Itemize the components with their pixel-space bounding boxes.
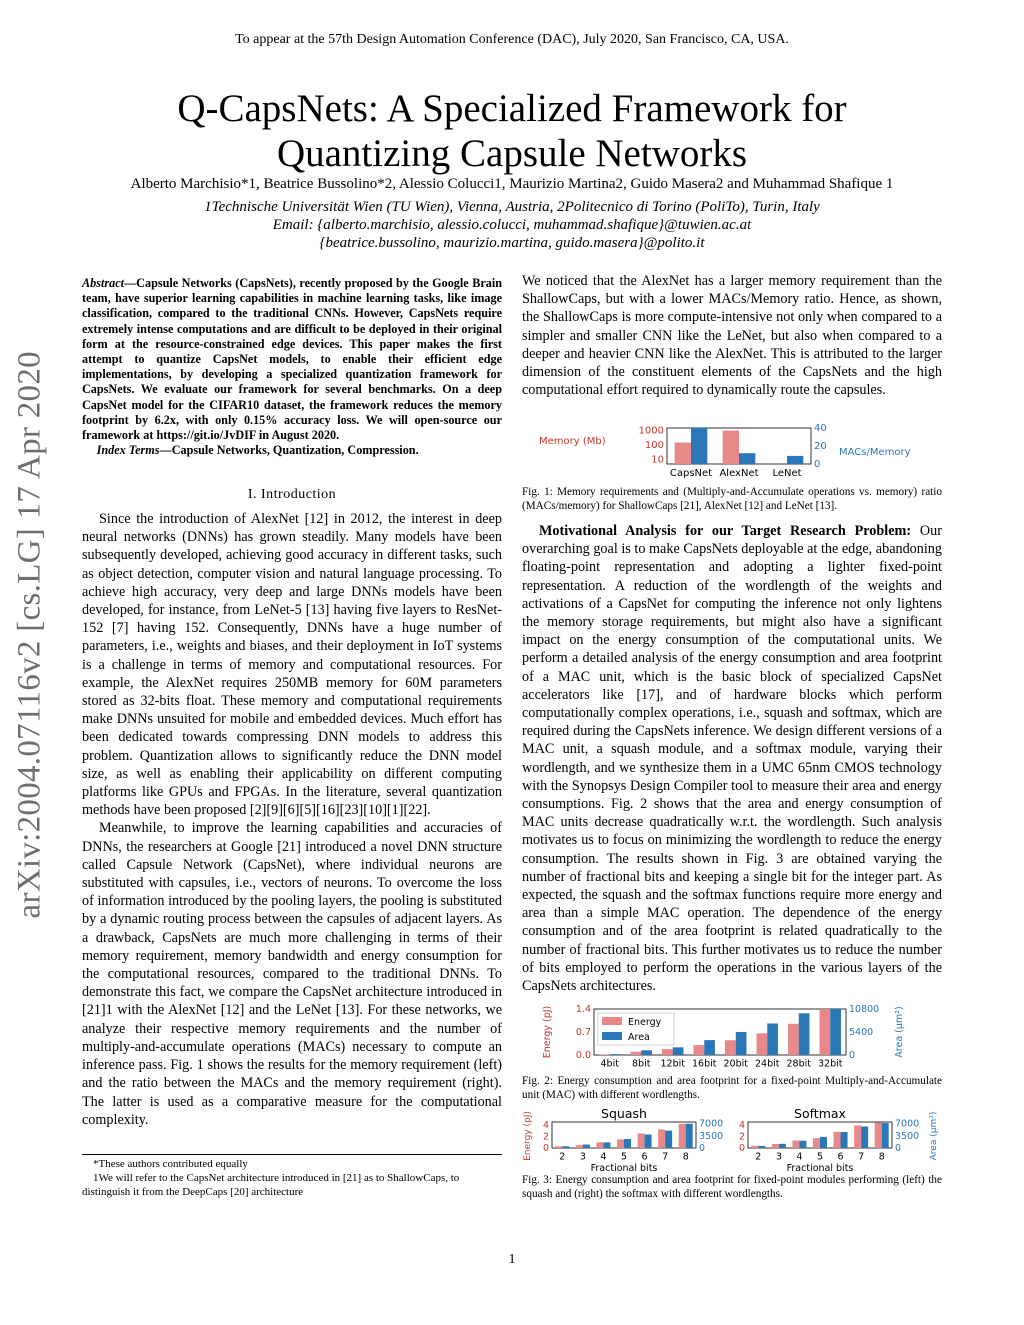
fig1-caption: Fig. 1: Memory requirements and (Multiply-and-Accumulate operations vs. memory) ratio (MACs/memory) for ShallowCaps [21], AlexNet [12] and LeNet [13]. xyxy=(522,486,942,512)
y-axis-label-right: MACs/Memory xyxy=(839,447,911,458)
title-line-2: Quantizing Capsule Networks xyxy=(276,132,748,175)
y-tick-left: 1.4 xyxy=(575,1004,591,1015)
bar-energy xyxy=(679,1124,686,1148)
legend-label-area: Area xyxy=(628,1032,650,1043)
bar-area xyxy=(603,1142,610,1148)
x-tick-label: 8 xyxy=(878,1151,885,1163)
x-tick-label: 5 xyxy=(816,1151,824,1163)
abstract-text: —Capsule Networks (CapsNets), recently proposed by the Google Brain team, have superior learning capabilities in machine learning tasks, like image classification, compared to the traditional CNNs. However, CapsNets require extremely intense computations and are difficult to be deployed in their original form at the resource-constrained edge devices. This paper makes the first attempt to quantize CapsNet models, to enable their efficient edge implementations, by developing a specialized quantization framework for CapsNets. We evaluate our framework for several benchmarks. On a deep CapsNet model for the CIFAR10 dataset, the framework reduces the memory footprint by 6.2x, with only 0.15% accuracy loss. We will open-source our framework at https://git.io/JvDIF in August 2020. xyxy=(82,276,502,443)
y-tick-right: 0 xyxy=(699,1143,706,1154)
y-tick-right: 0 xyxy=(814,459,821,470)
bar-energy xyxy=(576,1145,583,1148)
y-tick-left: 2 xyxy=(738,1131,745,1143)
fig3-caption: Fig. 3: Energy consumption and area footprint for fixed-point modules performing (left) the squash and (right) the softmax with different wordlengths. xyxy=(522,1174,942,1200)
fig1-chart xyxy=(535,422,935,486)
x-tick-label: 28bit xyxy=(786,1058,811,1070)
x-tick-label: 20bit xyxy=(723,1058,748,1070)
y-tick-right: 3500 xyxy=(699,1130,724,1142)
x-tick-label: 6 xyxy=(837,1151,844,1163)
bar-energy xyxy=(788,1024,799,1055)
bar-macs xyxy=(691,428,707,464)
bar-area xyxy=(799,1013,810,1055)
y-tick-right: 5400 xyxy=(849,1027,874,1038)
legend-swatch-area xyxy=(602,1032,622,1040)
affiliations: 1Technische Universität Wien (TU Wien), Vienna, Austria, 2Politecnico di Torino (PoliTo), Turin, Italy xyxy=(204,199,820,215)
fig1-plot-group xyxy=(539,423,911,479)
footnote-1: *These authors contributed equally xyxy=(93,1158,248,1170)
right-paragraph-1: We noticed that the AlexNet has a larger memory requirement than the ShallowCaps, but with a lower MACs/Memory ratio. Hence, as shown, the ShallowCaps is more compute-intensive not only when compared to a simpler and smaller CNN like the LeNet, but also when compared to a deeper and heavier CNN like the AlexNet. This is attributed to the larger dimension of the constituent elements of the CapsNets and the high computational effort required to dynamically route the capsules. xyxy=(522,273,942,399)
y-tick-right: 40 xyxy=(814,423,827,434)
x-tick-label: 4 xyxy=(796,1151,803,1163)
fig2-chart xyxy=(540,1001,940,1075)
x-tick-label: 24bit xyxy=(755,1058,780,1070)
bar-energy xyxy=(757,1033,768,1055)
y-tick-left: 0.0 xyxy=(575,1050,591,1061)
bar-area xyxy=(641,1050,652,1055)
x-tick-label: 6 xyxy=(641,1151,648,1163)
motivation-heading: Motivational Analysis for our Target Research Problem: xyxy=(539,523,912,539)
running-header: To appear at the 57th Design Automation Conference (DAC), July 2020, San Francisco, CA, USA. xyxy=(235,32,789,47)
arxiv-stamp: arXiv:2004.07116v2 [cs.LG] 17 Apr 2020 xyxy=(11,351,48,919)
bar-energy xyxy=(875,1123,882,1148)
x-axis-label: Fractional bits xyxy=(590,1163,658,1174)
bar-energy xyxy=(617,1139,624,1148)
motivation-paragraph xyxy=(522,522,942,995)
motivation-text: Our overarching goal is to make CapsNets deployable at the edge, abandoning floating-point representation and adopting a lighter fixed-point representation. A reduction of the wordlength of the weights and activations of a CapsNet for computing the inference not only lightens the memory storage requirements, but might also have a significant impact on the energy consumption of the computational units. We perform a detailed analysis of the energy consumption and area footprint of a MAC unit, which is the basic block of specialized CapsNet accelerators like [17], and of hardware blocks which perform computationally complex operations, i.e., squash and softmax, which are required during the CapsNets inference. We design different versions of a MAC unit, a squash module, and a softmax module, varying their wordlength, and we synthesize them in a UMC 65nm CMOS technology with the Synopsys Design Compiler tool to measure their area and energy consumptions. Fig. 2 shows that the area and energy consumption of MAC units decrease quadratically w.r.t. the wordlength. Such analysis motivates us to focus on minimizing the wordlength to reduce the energy consumption. The results shown in Fig. 3 are obtained varying the number of fractional bits and keeping a single bit for the integer part. As expected, the squash and the softmax functions require more energy and area than a simple MAC operation. The dependence of the energy consumption and of the area footprint is related quadratically to the number of fractional bits. This further motivates us to reduce the number of bits employed to perform the operations in the various layers of the CapsNets architectures. xyxy=(522,523,942,995)
y-tick-left: 4 xyxy=(542,1119,549,1131)
author-list: Alberto Marchisio*1, Beatrice Bussolino*2, Alessio Colucci1, Maurizio Martina2, Guido Masera2 and Muhammad Shafique 1 xyxy=(130,176,894,192)
intro-paragraph-2: Meanwhile, to improve the learning capabilities and accuracies of DNNs, the researchers at Google [21] introduced a novel DNN structure called Capsule Network (CapsNet), where individual neurons are substituted with capsules, i.e., vectors of neurons. To overcome the loss of information introduced by the pooling layers, the pooling is substituted by a dynamic routing process between the capsules of adjacent layers. As a drawback, CapsNets are much more challenging in terms of their memory requirement, memory bandwidth and energy consumption for the computational resources, compared to the traditional DNNs. To demonstrate this fact, we compare the CapsNet architecture introduced in [21]1 with the AlexNet [12] and the LeNet [13]. For these networks, we analyze their respective memory requirements and the number of multiply-and-accumulate operations (MACs) necessary to compute an inference pass. Fig. 1 shows the results for the memory requirement (left) and the ratio between the MACs and the memory requirement (right). The latter is used as a comparative measure for the computational complexity. xyxy=(82,820,502,1128)
right-column-top xyxy=(522,272,942,399)
bar-area xyxy=(882,1123,889,1148)
y-tick-left: 4 xyxy=(738,1119,745,1131)
x-tick-label: 3 xyxy=(775,1151,782,1163)
x-axis-label: Fractional bits xyxy=(786,1163,854,1174)
y-tick-right: 3500 xyxy=(895,1130,920,1142)
bar-area xyxy=(645,1134,652,1148)
y-tick-right: 7000 xyxy=(699,1118,724,1130)
y-tick-right: 0 xyxy=(895,1143,902,1154)
bar-area xyxy=(830,1009,841,1055)
index-terms-text: —Capsule Networks, Quantization, Compression. xyxy=(159,443,419,458)
bar-area xyxy=(767,1023,778,1055)
x-tick-label: 7 xyxy=(858,1151,865,1163)
bar-area xyxy=(758,1146,765,1148)
abstract xyxy=(82,276,502,458)
bar-area xyxy=(736,1032,747,1055)
email-line-2: {beatrice.bussolino, maurizio.martina, guido.masera}@polito.it xyxy=(319,235,705,251)
x-tick-label: CapsNet xyxy=(669,468,713,479)
bar-energy xyxy=(772,1144,779,1148)
bar-memory xyxy=(723,431,739,464)
legend-label-energy: Energy xyxy=(628,1017,662,1028)
title-line-1: Q-CapsNets: A Specialized Framework for xyxy=(177,87,847,130)
x-tick-label: 8bit xyxy=(632,1058,651,1070)
section-heading: I. Introduction xyxy=(247,487,337,502)
x-tick-label: 32bit xyxy=(818,1058,843,1070)
paper-title xyxy=(100,86,924,176)
y-tick-left: 100 xyxy=(644,440,664,452)
bar-energy xyxy=(662,1049,673,1055)
page-number: 1 xyxy=(508,1252,516,1267)
x-tick-label: 4bit xyxy=(600,1058,619,1070)
bar-energy xyxy=(596,1142,603,1148)
x-tick-label: 7 xyxy=(662,1151,669,1163)
bar-macs xyxy=(739,453,755,464)
x-tick-label: 5 xyxy=(620,1151,628,1163)
fig2-caption: Fig. 2: Energy consumption and area footprint for a fixed-point Multiply-and-Accumulate unit (MAC) with different wordlengths. xyxy=(522,1075,942,1101)
x-tick-label: 2 xyxy=(755,1151,762,1163)
chart-title: Squash xyxy=(601,1106,647,1121)
bar-area xyxy=(610,1054,621,1055)
y-axis-label-left: Memory (Mb) xyxy=(539,436,606,447)
bar-area xyxy=(779,1144,786,1148)
bar-energy xyxy=(834,1132,841,1148)
y-tick-left: 10 xyxy=(651,454,664,466)
y-tick-right: 10800 xyxy=(849,1004,880,1015)
x-tick-label: 12bit xyxy=(660,1058,685,1070)
y-tick-left: 2 xyxy=(542,1131,549,1143)
bar-area xyxy=(704,1040,715,1055)
bar-energy xyxy=(658,1130,665,1148)
x-tick-label: 3 xyxy=(579,1151,586,1163)
y-axis-label-left: Energy (pJ) xyxy=(542,1005,553,1059)
bar-area xyxy=(841,1132,848,1148)
bar-energy xyxy=(854,1125,861,1148)
bar-energy xyxy=(820,1009,831,1055)
bar-energy xyxy=(631,1052,642,1055)
y-tick-right: 20 xyxy=(814,441,827,452)
bar-area xyxy=(861,1127,868,1148)
bar-energy xyxy=(813,1138,820,1148)
abstract-label: Abstract xyxy=(82,276,124,290)
legend-swatch-energy xyxy=(602,1017,622,1025)
footnotes xyxy=(82,1154,502,1199)
bar-macs xyxy=(787,456,803,464)
bar-area xyxy=(820,1137,827,1148)
bar-energy xyxy=(725,1040,736,1055)
y-tick-right: 7000 xyxy=(895,1118,920,1130)
fig3-plot-group xyxy=(523,1106,939,1174)
left-column-body xyxy=(82,510,502,1129)
fig2-plot-group xyxy=(542,1004,905,1070)
bar-energy xyxy=(751,1146,758,1148)
x-tick-label: 4 xyxy=(600,1151,607,1163)
email-line-1: Email: {alberto.marchisio, alessio.colucci, muhammad.shafique}@tuwien.ac.at xyxy=(272,217,752,233)
x-tick-label: 16bit xyxy=(692,1058,717,1070)
index-terms-label: Index Terms xyxy=(96,443,160,458)
x-tick-label: 2 xyxy=(559,1151,566,1163)
chart-title: Softmax xyxy=(794,1106,846,1121)
footnote-2: 1We will refer to the CapsNet architecture introduced in [21] as to ShallowCaps, to distinguish it from the DeepCaps [20] architecture xyxy=(82,1172,460,1198)
x-tick-label: AlexNet xyxy=(719,468,759,479)
bar-energy xyxy=(599,1054,610,1055)
bar-energy xyxy=(694,1045,705,1055)
x-tick-label: 8 xyxy=(682,1151,689,1163)
motivation-section xyxy=(522,522,942,995)
y-axis-label-right: Area (μm²) xyxy=(894,1006,905,1058)
y-tick-left: 0.7 xyxy=(575,1027,591,1038)
bar-area xyxy=(562,1146,569,1148)
y-axis-label-left: Energy (pJ) xyxy=(523,1111,533,1161)
bar-area xyxy=(799,1141,806,1148)
y-tick-left: 0 xyxy=(738,1143,745,1154)
intro-paragraph-1: Since the introduction of AlexNet [12] in 2012, the interest in deep neural networks (DNNs) has grown steadily. Many models have been subsequently developed, achieving good accuracy in different tasks, such as object detection, computer vision and natural language processing. To achieve high accuracy, very deep and large DNNs models have been developed, for instance, from LeNet-5 [13] having five layers to ResNet-152 [7] having 152. Consequently, DNNs have a huge number of parameters, i.e., weights and biases, and their deployment in IoT systems is a challenge in terms of memory and computational resources. For example, the AlexNet requires 250MB memory for 60M parameters stored as 32-bits float. These memory and computational requirements make DNNs unsuited for mobile and embedded devices. Much effort has been dedicated towards compressing DNN models to address this problem. Quantization allows to significantly reduce the DNN model size, as well as enabling their applicability on different computing platforms like GPUs and FPGAs. In the literature, several quantization methods have been proposed [2][9][6][5][16][23][10][1][22]. xyxy=(82,511,502,819)
bar-energy xyxy=(638,1134,645,1148)
bar-area xyxy=(583,1145,590,1148)
y-tick-left: 1000 xyxy=(638,425,664,437)
bar-energy xyxy=(555,1146,562,1148)
bar-energy xyxy=(792,1140,799,1148)
y-tick-right: 0 xyxy=(849,1050,856,1061)
bar-memory xyxy=(675,443,691,464)
bar-area xyxy=(673,1047,684,1055)
x-tick-label: LeNet xyxy=(772,468,802,479)
bar-area xyxy=(665,1131,672,1148)
y-axis-label-right: Area (μm²) xyxy=(929,1111,939,1161)
bar-area xyxy=(624,1139,631,1148)
bar-area xyxy=(686,1124,693,1148)
fig3-chart xyxy=(522,1104,947,1174)
y-tick-left: 0 xyxy=(542,1143,549,1154)
